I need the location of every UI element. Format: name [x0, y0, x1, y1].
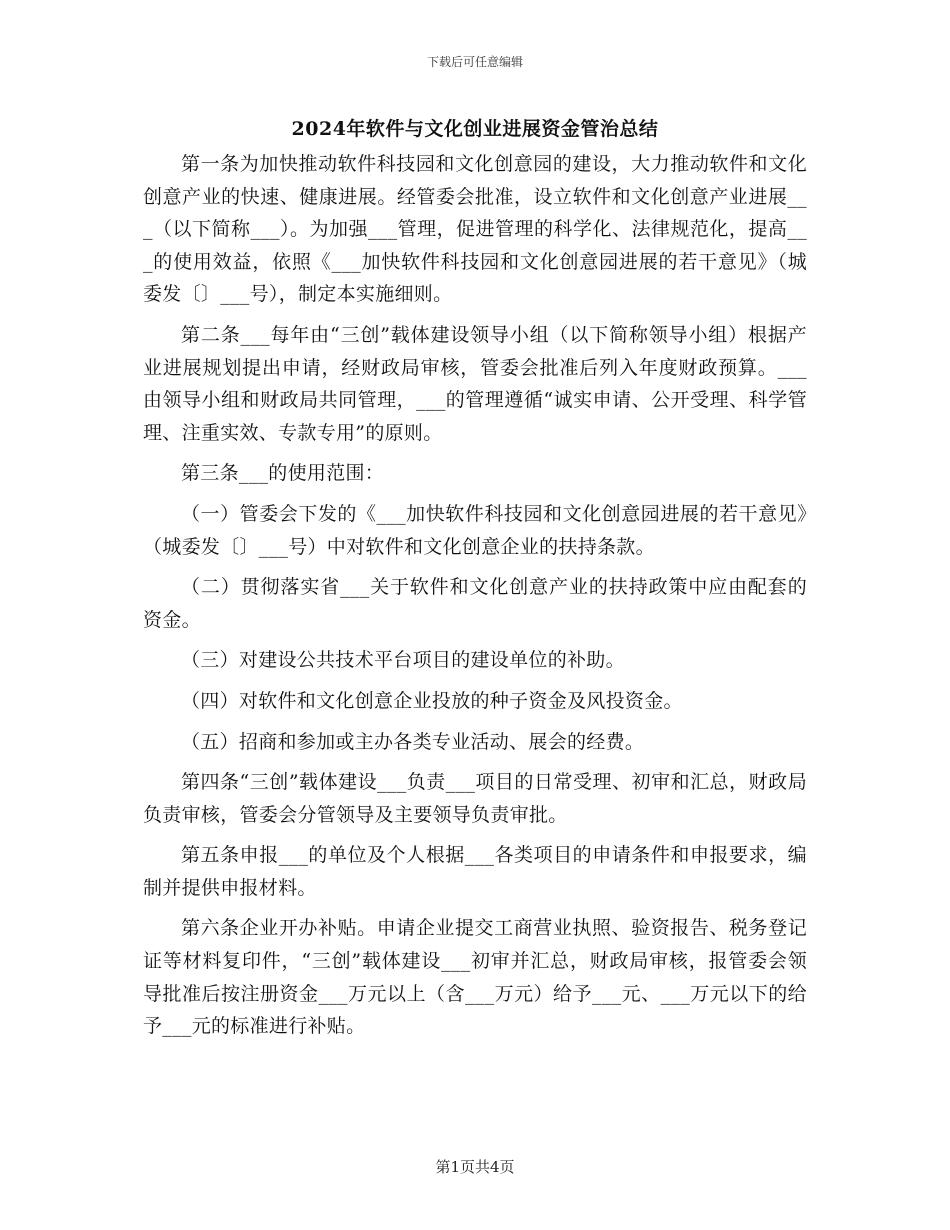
article-3-item-5: （五）招商和参加或主办各类专业活动、展会的经费。	[181, 730, 645, 753]
article-4-paragraph: 第四条“三创”载体建设___负责___项目的日常受理、初审和汇总，财政局负责审核，管委会分管领导及主要领导负责审批。	[143, 771, 807, 826]
page-footer: 第1页共4页	[435, 1158, 515, 1176]
article-3-paragraph: 第三条___的使用范围：	[181, 462, 385, 485]
article-3-item-3: （三）对建设公共技术平台项目的建设单位的补助。	[181, 649, 625, 672]
article-2-paragraph: 第二条___每年由“三创”载体建设领导小组（以下简称领导小组）根据产业进展规划提出申请，经财政局审核，管委会批准后列入年度财政预算。___由领导小组和财政局共同管理，___的管理遵循“诚实申请、公开受理、科学管理、注重实效、专款专用”的原则。	[143, 323, 807, 444]
article-1-paragraph: 第一条为加快推动软件科技园和文化创意园的建设，大力推动软件和文化创意产业的快速、健康进展。经管委会批准，设立软件和文化创意产业进展___（以下简称___）。为加强___管理，促进管理的科学化、法律规范化，提高___的使用效益，依照《___加快软件科技园和文化创意园进展的若干意见》（城委发〔〕___号），制定本实施细则。	[143, 153, 807, 306]
article-3-item-2: （二）贯彻落实省___关于软件和文化创意产业的扶持政策中应由配套的资金。	[143, 576, 807, 631]
article-3-item-4: （四）对软件和文化创意企业投放的种子资金及风投资金。	[181, 689, 683, 712]
article-6-paragraph: 第六条企业开办补贴。申请企业提交工商营业执照、验资报告、税务登记证等材料复印件，“三创”载体建设___初审并汇总，财政局审核，报管委会领导批准后按注册资金___万元以上（含___万元）给予___元、___万元以下的给予___元的标准进行补贴。	[143, 917, 807, 1038]
document-body	[143, 148, 807, 1043]
article-3-item-1: （一）管委会下发的《___加快软件科技园和文化创意园进展的若干意见》（城委发〔〕___号）中对软件和文化创意企业的扶持条款。	[143, 502, 807, 558]
article-5-paragraph: 第五条申报___的单位及个人根据___各类项目的申请条件和申报要求，编制并提供申报材料。	[143, 844, 807, 899]
document-title: 2024年软件与文化创业进展资金管治总结	[291, 118, 659, 140]
header-note: 下载后可任意编辑	[426, 55, 523, 69]
